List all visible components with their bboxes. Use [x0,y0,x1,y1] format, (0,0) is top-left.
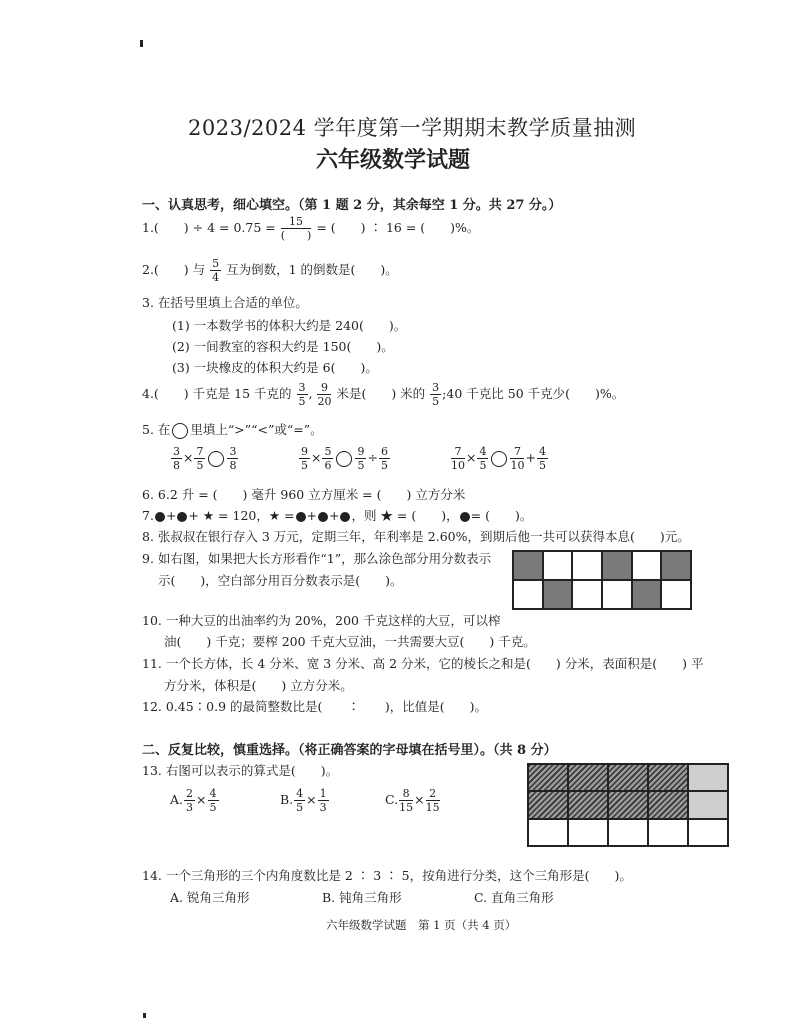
fraction: $\frac{5}{4}$ [212,257,220,284]
question-2: 2.( ) 与 $\frac{5}{4}$ 互为倒数，1 的倒数是( )。 [142,257,398,284]
question-3-item-3: (3) 一块橡皮的体积大约是 6( )。 [172,360,378,375]
circle-symbol-icon [177,512,187,522]
question-10-line-1: 10. 一种大豆的出油率约为 20%，200 千克这样的大豆，可以榨 [142,613,501,628]
question-5-expr-1: $\frac{3}{8}$ × $\frac{7}{5}$ $\frac{3}{8}$ [173,445,237,472]
answer-circle[interactable] [208,451,224,467]
question-5-expr-2: $\frac{9}{5}$ × $\frac{5}{6}$ $\frac{9}{5}$ ÷ $\frac{6}{5}$ [301,445,388,472]
fraction: $\frac{3}{5}$ [298,381,306,408]
question-5-expr-3: $\frac{7}{10}$ × $\frac{4}{5}$ $\frac{7}{10}$ + $\frac{4}{5}$ [451,445,546,472]
question-13-option-c[interactable]: C. $\frac{8}{15}$ × $\frac{2}{15}$ [385,787,440,814]
circle-symbol-icon [460,512,470,522]
question-13-stem: 13. 右图可以表示的算式是( )。 [142,763,339,778]
question-14-option-b[interactable]: B. 钝角三角形 [322,890,402,905]
answer-circle[interactable] [336,451,352,467]
exam-title: 2023/2024 学年度第一学期期末教学质量抽测 [188,116,637,140]
question-6: 6. 6.2 升 = ( ) 毫升 960 立方厘米 = ( ) 立方分米 [142,487,466,502]
q9-rectangle-figure [512,550,692,610]
question-12: 12. 0.45∶0.9 的最简整数比是( ∶ )，比值是( )。 [142,699,488,714]
question-3-item-2: (2) 一间教室的容积大约是 150( )。 [172,339,394,354]
section-2-heading: 二、反复比较，慎重选择。（将正确答案的字母填在括号里）。（共 8 分） [142,743,557,758]
fraction: $\frac{3}{5}$ [432,381,440,408]
question-4: 4.( ) 千克是 15 千克的 $\frac{3}{5}$ , $\frac{9}{20}$ 米是( ) 米的 $\frac{3}{5}$ ;40 千克比 50 千克少( )%。 [142,381,625,408]
question-1: 1.( ) ÷ 4 = 0.75 = $\frac{15}{( )}$ = ( ) ∶ 16 = ( )%。 [142,215,480,242]
question-13-option-a[interactable]: A. $\frac{2}{3}$ × $\frac{4}{5}$ [170,787,217,814]
circle-symbol-icon [340,512,350,522]
question-10-line-2: 油( ) 千克；要榨 200 千克大豆油，一共需要大豆( ) 千克。 [164,634,536,649]
q13-rectangle-figure [527,763,729,847]
answer-circle[interactable] [491,451,507,467]
compare-circle-icon [172,423,188,439]
page-footer: 六年级数学试题 第 1 页（共 4 页） [326,918,517,932]
question-11-line-2: 方分米，体积是( ) 立方分米。 [164,678,353,693]
circle-symbol-icon [296,512,306,522]
question-11-line-1: 11. 一个长方体，长 4 分米、宽 3 分米、高 2 分米，它的棱长之和是( ) 分米，表面积是( ) 平 [142,656,704,671]
question-5-stem: 5. 在 里填上“>”“<”或“=”。 [142,422,323,437]
question-9-line-1: 9. 如右图，如果把大长方形看作“1”，那么涂色部分用分数表示 [142,551,492,566]
question-3-stem: 3. 在括号里填上合适的单位。 [142,295,308,310]
scan-mark-bottom [143,1013,146,1018]
fraction: $\frac{15}{( )}$ [280,215,312,242]
section-1-heading: 一、认真思考，细心填空。（第 1 题 2 分，其余每空 1 分。共 27 分。） [142,198,562,213]
question-9-line-2: 示( )，空白部分用百分数表示是( )。 [158,573,403,588]
question-13-option-b[interactable]: B. $\frac{4}{5}$ × $\frac{1}{3}$ [280,787,327,814]
circle-symbol-icon [318,512,328,522]
question-8: 8. 张叔叔在银行存入 3 万元，定期三年，年利率是 2.60%，到期后他一共可以获得本息( )元。 [142,529,690,544]
question-3-item-1: (1) 一本数学书的体积大约是 240( )。 [172,318,407,333]
question-14-stem: 14. 一个三角形的三个内角度数比是 2 ∶ 3 ∶ 5，按角进行分类，这个三角形是( )。 [142,868,632,883]
question-14-option-a[interactable]: A. 锐角三角形 [170,890,250,905]
exam-subtitle: 六年级数学试题 [316,147,471,173]
fraction: $\frac{9}{20}$ [317,381,332,408]
question-14-option-c[interactable]: C. 直角三角形 [474,890,554,905]
question-7: 7. + + ★ = 120，★ = + + ，则 ★ = ( )， = ( )。 [142,508,533,523]
circle-symbol-icon [155,512,165,522]
scan-mark-top [140,40,143,47]
